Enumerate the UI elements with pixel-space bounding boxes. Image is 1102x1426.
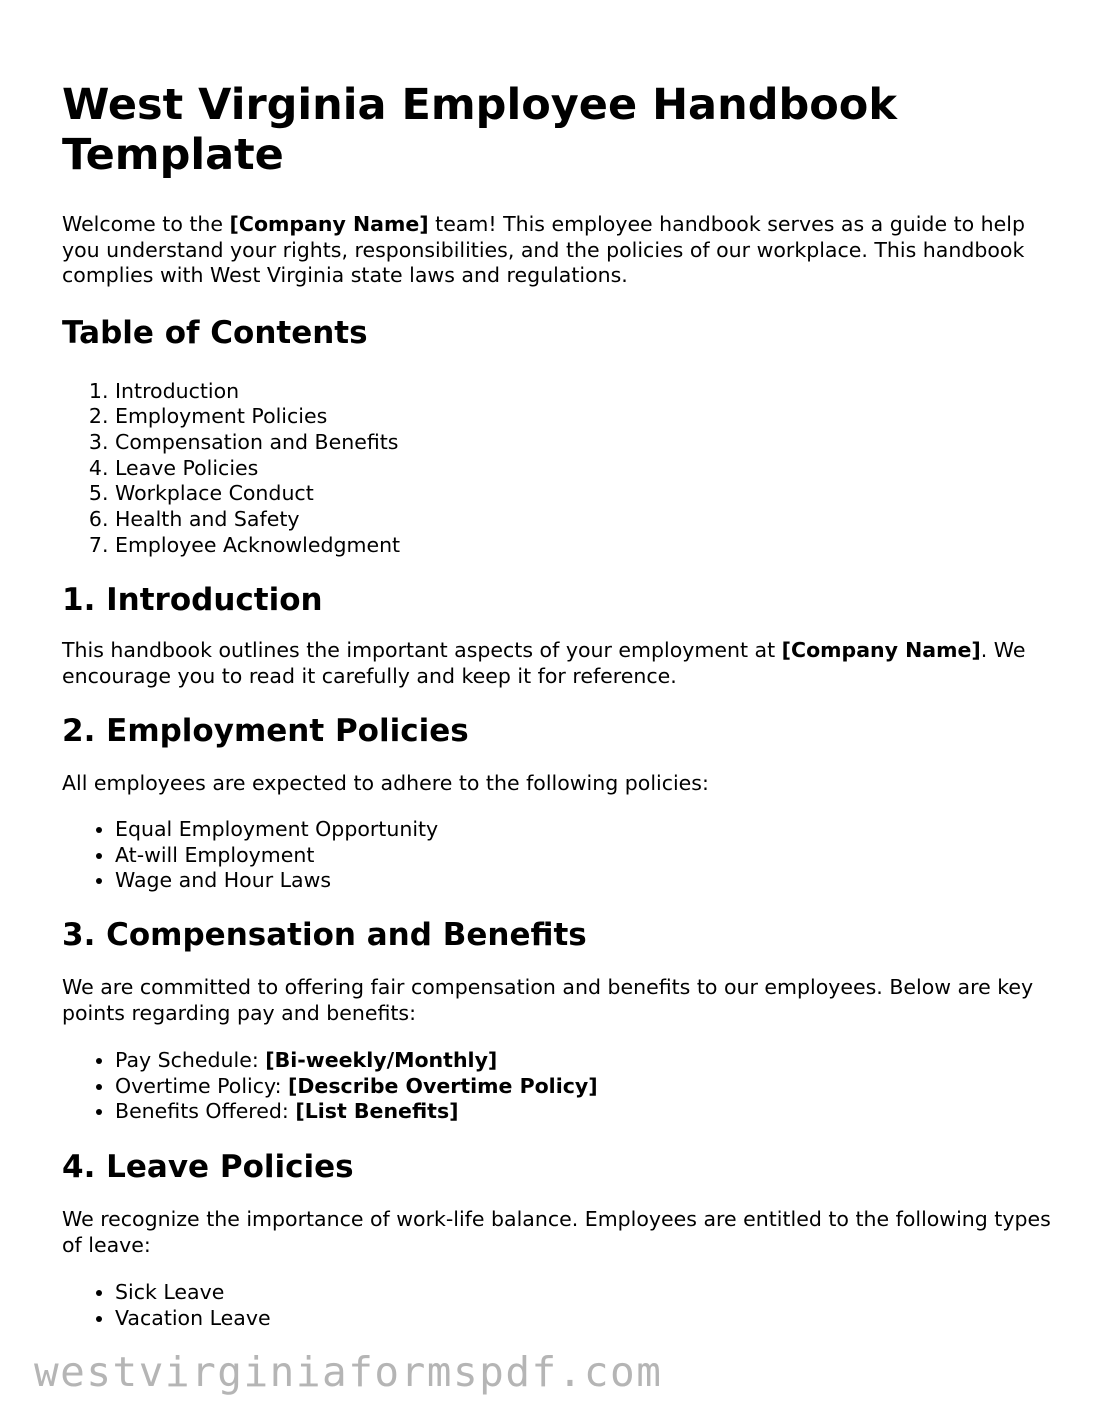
employment-policies-list (62, 817, 1052, 894)
toc-heading: Table of Contents (62, 314, 368, 351)
list-item: • At-will Employment (115, 843, 1052, 869)
company-name-placeholder: [Company Name] (781, 638, 981, 663)
section-leave-policies-heading: 4. Leave Policies (62, 1149, 354, 1186)
section-introduction-text: This handbook outlines the important aspects of your employment at [Company Name]. We encourage you to read it carefully and keep it for reference. (62, 638, 1026, 688)
benefits-placeholder: [List Benefits] (295, 1099, 459, 1124)
section-compensation-text: We are committed to offering fair compensation and benefits to our employees. Below are key points regarding pay and benefits: (62, 975, 1034, 1025)
list-item: • Benefits Offered: [List Benefits] (115, 1099, 1052, 1125)
list-item: • Sick Leave (115, 1280, 1052, 1306)
toc-item: 2. Employment Policies (115, 404, 1052, 430)
section-leave-policies-text: We recognize the importance of work-life balance. Employees are entitled to the following types of leave: (62, 1207, 1051, 1257)
list-item: • Vacation Leave (115, 1306, 1052, 1332)
list-item: • Pay Schedule: [Bi-weekly/Monthly] (115, 1048, 1052, 1074)
document-title: West Virginia Employee Handbook Template (62, 80, 897, 180)
list-item: • Overtime Policy: [Describe Overtime Policy] (115, 1074, 1052, 1100)
toc-item: 7. Employee Acknowledgment (115, 533, 1052, 559)
pay-schedule-placeholder: [Bi-weekly/Monthly] (265, 1048, 498, 1073)
compensation-list (62, 1048, 1052, 1125)
toc-item: 1. Introduction (115, 379, 1052, 405)
overtime-policy-placeholder: [Describe Overtime Policy] (288, 1073, 598, 1098)
toc-item: 4. Leave Policies (115, 456, 1052, 482)
toc-item: 5. Workplace Conduct (115, 481, 1052, 507)
toc-item: 3. Compensation and Benefits (115, 430, 1052, 456)
section-introduction-heading: 1. Introduction (62, 582, 323, 619)
toc-item: 6. Health and Safety (115, 507, 1052, 533)
list-item: • Wage and Hour Laws (115, 868, 1052, 894)
toc-list (62, 379, 1052, 559)
section-employment-policies-heading: 2. Employment Policies (62, 713, 469, 750)
section-employment-policies-text: All employees are expected to adhere to the following policies: (62, 771, 709, 796)
company-name-placeholder: [Company Name] (229, 212, 429, 236)
watermark: westvirginiaformspdf.com (34, 1348, 663, 1396)
leave-policies-list (62, 1280, 1052, 1331)
section-compensation-heading: 3. Compensation and Benefits (62, 917, 587, 954)
list-item: • Equal Employment Opportunity (115, 817, 1052, 843)
intro-paragraph: Welcome to the [Company Name] team! This employee handbook serves as a guide to help you understand your rights, responsibilities, and the policies of our workplace. This handbook complies with West Virginia state laws and regulations. (62, 212, 1025, 287)
document-page (62, 0, 1052, 1332)
